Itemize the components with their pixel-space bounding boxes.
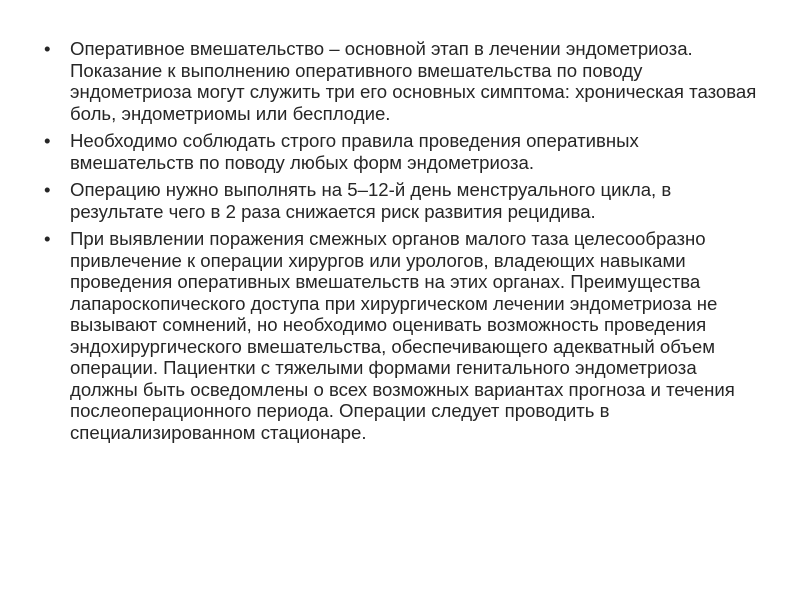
slide-content [44, 38, 764, 449]
bullet-list [44, 38, 764, 443]
bullet-item-2: • Необходимо соблюдать строго правила проведения оперативных вмешательств по поводу любых форм эндометриоза. [44, 130, 764, 173]
bullet-item-1: • Оперативное вмешательство – основной этап в лечении эндометриоза. Показание к выполнению оперативного вмешательства по поводу эндометриоза могут служить три его основных симптома: хроническая тазовая боль, эндометриомы или бесплодие. [44, 38, 764, 124]
bullet-item-4: • При выявлении поражения смежных органов малого таза целесообразно привлечение к операции хирургов или урологов, владеющих навыками проведения оперативных вмешательств на этих органах. Преимущества лапароскопического доступа при хирургическом лечении эндометриоза не вызывают сомнений, но необходимо оценивать возможность проведения эндохирургического вмешательства, обеспечивающего адекватный объем операции. Пациентки с тяжелыми формами генитального эндометриоза должны быть осведомлены о всех возможных вариантах прогноза и течения послеоперационного периода. Операции следует проводить в специализированном стационаре. [44, 228, 764, 443]
bullet-item-3: • Операцию нужно выполнять на 5–12-й день менструального цикла, в результате чего в 2 раза снижается риск развития рецидива. [44, 179, 764, 222]
